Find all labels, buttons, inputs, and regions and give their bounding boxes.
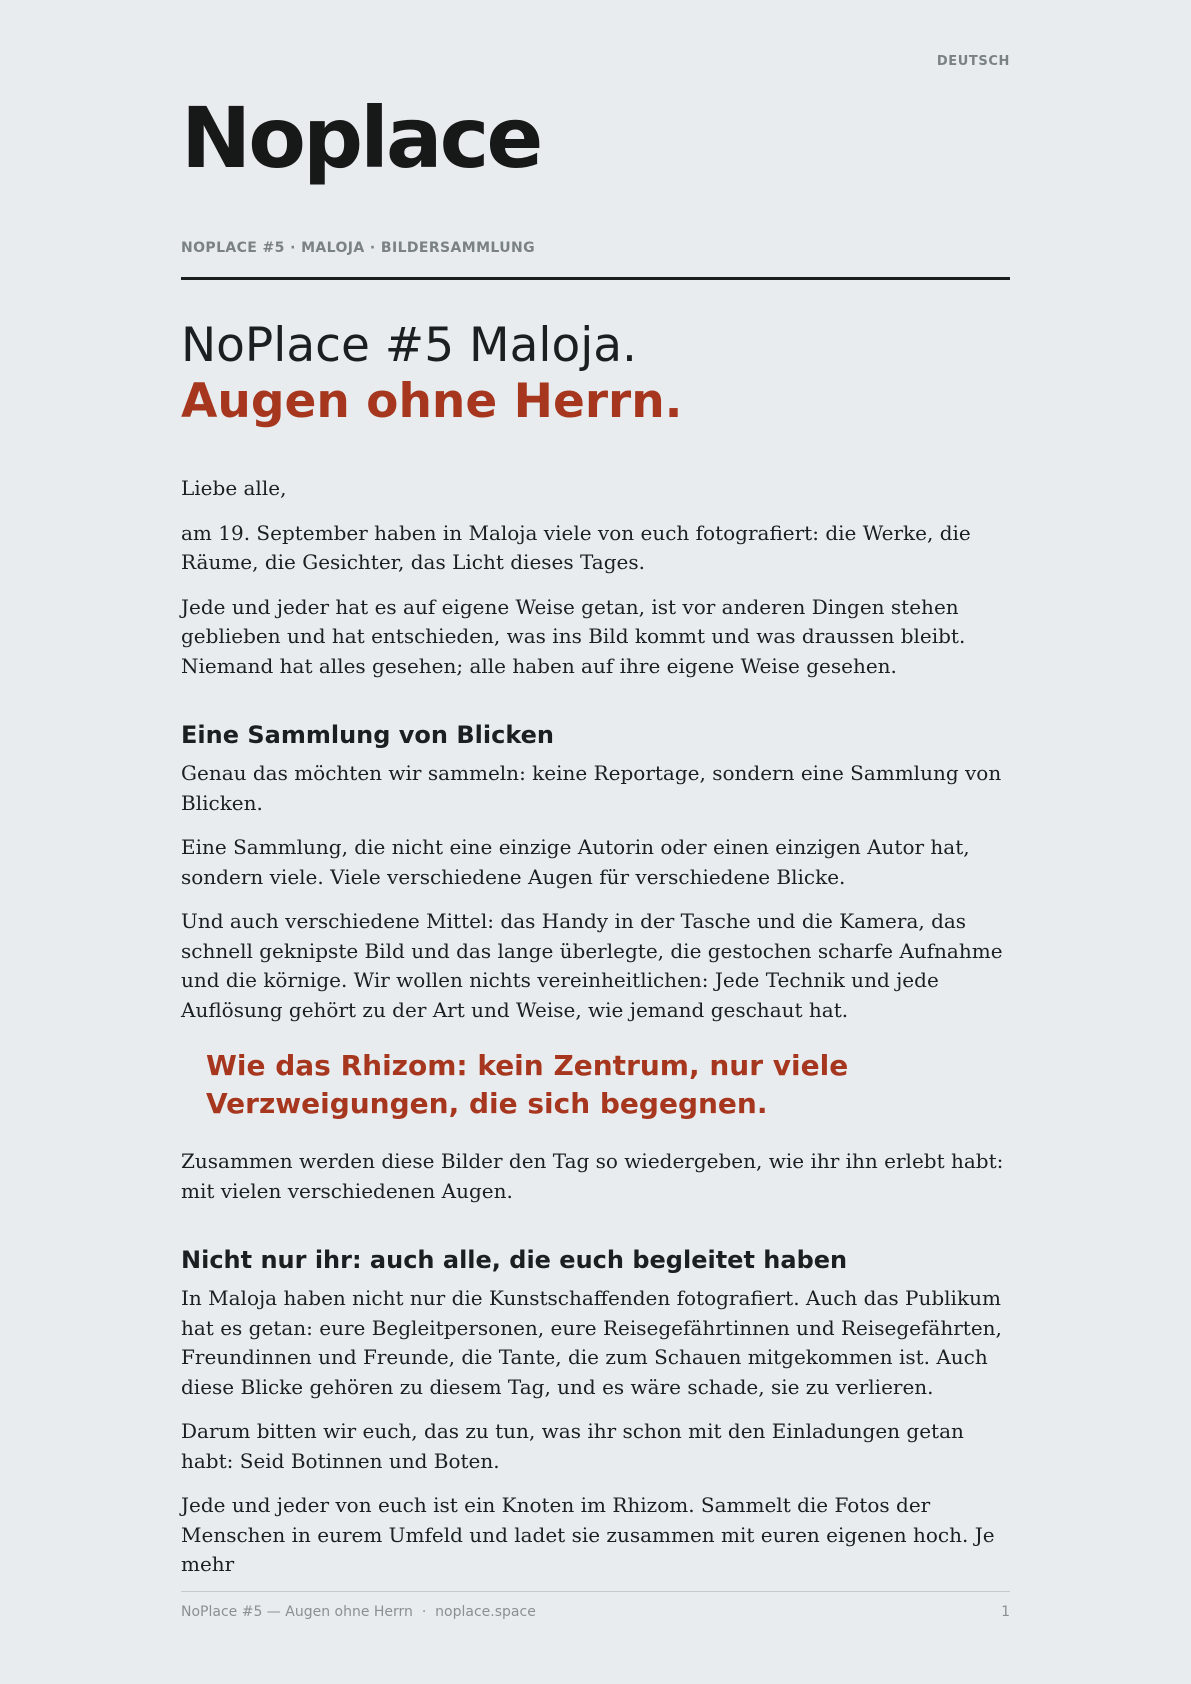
paragraph: am 19. September haben in Maloja viele von euch fotografiert: die Werke, die Räume, die Gesichter, das Licht dieses Tages. — [181, 520, 971, 574]
paragraph: Jede und jeder von euch ist ein Knoten im Rhizom. Sammelt die Fotos der Menschen in eurem Umfeld und ladet sie zusammen mit euren eigenen hoch. Je mehr — [181, 1493, 995, 1576]
page-title — [181, 318, 1010, 430]
paragraph: Und auch verschiedene Mittel: das Handy in der Tasche und die Kamera, das schnell geknipste Bild und das lange überlegte, die gestochen scharfe Aufnahme und die körnige. Wir wollen nichts vereinheitlichen: Jede Technik und jede Auflösung gehört zu der Art und Weise, wie jemand geschaut hat. — [181, 909, 1003, 1022]
greeting: Liebe alle, — [181, 476, 287, 500]
letter-body — [181, 474, 1013, 1595]
section-heading: Eine Sammlung von Blicken — [181, 721, 554, 749]
paragraph: Genau das möchten wir sammeln: keine Reportage, sondern eine Sammlung von Blicken. — [181, 761, 1002, 815]
header-divider — [181, 277, 1010, 280]
paragraph: Jede und jeder hat es auf eigene Weise getan, ist vor anderen Dingen stehen geblieben und hat entschieden, was ins Bild kommt und was draussen bleibt. Niemand hat alles gesehen; alle haben auf ihre eigene Weise gesehen. — [181, 594, 966, 678]
paragraph: In Maloja haben nicht nur die Kunstschaffenden fotografiert. Auch das Publikum hat es getan: eure Begleitpersonen, eure Reisegefährtinnen und Reisegefährten, Freundinnen und Freunde, die Tante, die zum Schauen mitgekommen ist. Auch diese Blicke gehören zu diesem Tag, und es wäre schade, sie zu verlieren. — [181, 1286, 1002, 1399]
paragraph: Eine Sammlung, die nicht eine einzige Autorin oder einen einzigen Autor hat, sondern viele. Viele verschiedene Augen für verschiedene Blicke. — [181, 835, 970, 889]
section-heading: Nicht nur ihr: auch alle, die euch begleitet haben — [181, 1246, 848, 1274]
footer-text: NoPlace #5 — Augen ohne Herrn · noplace.space — [181, 1604, 536, 1620]
page-footer — [181, 1604, 1010, 1620]
paragraph: Darum bitten wir euch, das zu tun, was ihr schon mit den Einladungen getan habt: Seid Botinnen und Boten. — [181, 1419, 964, 1473]
language-label[interactable]: DEUTSCH — [936, 54, 1010, 69]
title-line-1: NoPlace #5 Maloja. — [181, 318, 638, 373]
paragraph: Zusammen werden diese Bilder den Tag so wiedergeben, wie ihr ihn erlebt habt: mit vielen verschiedenen Augen. — [181, 1149, 1004, 1203]
footer-divider — [181, 1591, 1010, 1592]
breadcrumb: NOPLACE #5 · MALOJA · BILDERSAMMLUNG — [181, 240, 536, 256]
title-line-2: Augen ohne Herrn. — [181, 374, 683, 429]
page-number: 1 — [1001, 1604, 1010, 1620]
noplace-logo: Noplace — [181, 89, 541, 187]
pull-quote: Wie das Rhizom: kein Zentrum, nur viele Verzweigungen, die sich begegnen. — [206, 1049, 849, 1120]
